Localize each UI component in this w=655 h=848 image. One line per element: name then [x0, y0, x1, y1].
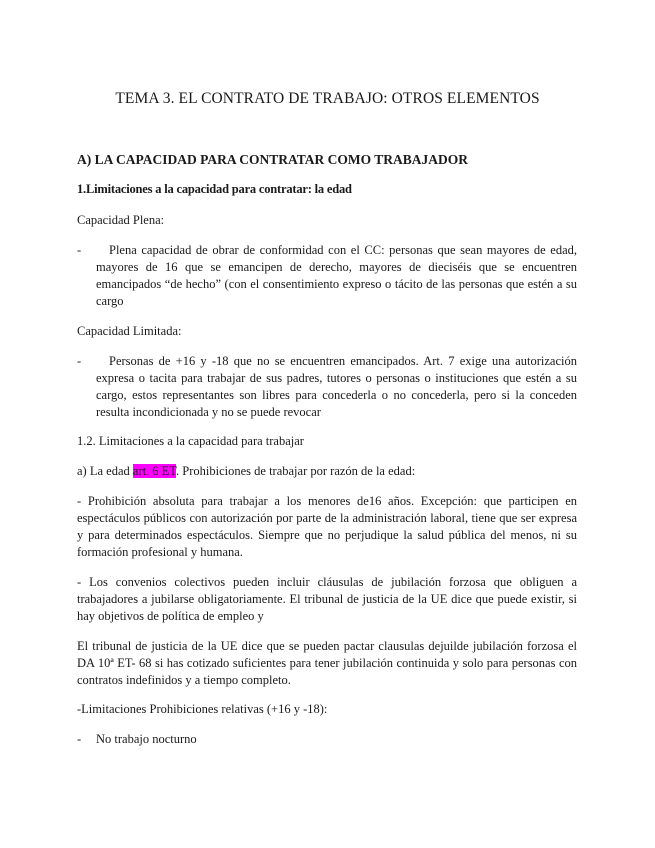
capacidad-limitada-label: Capacidad Limitada: [77, 324, 182, 338]
capacidad-plena-label: Capacidad Plena: [77, 213, 165, 227]
article-highlight: art. 6 ET [132, 464, 177, 478]
bullet-dash: - [77, 243, 82, 257]
no-nocturno-text: No trabajo nocturno [96, 732, 197, 746]
subsection-heading-1: 1.Limitaciones a la capacidad para contratar: la edad [77, 182, 352, 196]
limitaciones-label: -Limitaciones Prohibiciones relativas (+16 y -18): [77, 702, 328, 716]
bullet-dash: - [77, 354, 82, 368]
bullet-dash: - [77, 732, 82, 746]
page-title: TEMA 3. EL CONTRATO DE TRABAJO: OTROS ELEMENTOS [115, 90, 540, 107]
capacidad-plena-text: Plena capacidad de obrar de conformidad con el CC: personas que sean mayores de edad, mayores de 16 que se emancipen de derecho, mayores de dieciséis que se encuentren emancipados “de hecho” (con el consentimiento expreso o tácito de las personas que estén a su cargo [96, 243, 577, 308]
subsection-heading-1-2: 1.2. Limitaciones a la capacidad para trabajar [77, 434, 304, 448]
capacidad-limitada-text: Personas de +16 y -18 que no se encuentren emancipados. Art. 7 exige una autorización expresa o tacita para trabajar de sus padres, tutores o personas o instituciones que estén a su cargo, estos representantes son libres para concederla o no concederla, pero si la conceden resulta incondicionada y no se puede revocar [96, 354, 577, 419]
capacidad-plena-item [77, 242, 577, 310]
section-heading-a: A) LA CAPACIDAD PARA CONTRATAR COMO TRABAJADOR [77, 152, 468, 167]
item-a-prefix: a) La edad [77, 464, 133, 478]
capacidad-limitada-item [77, 353, 577, 421]
no-nocturno-item [77, 731, 577, 748]
prohibicion-paragraph: - Prohibición absoluta para trabajar a los menores de16 años. Excepción: que participen en espectáculos públicos con autorización por parte de la administración laboral, tiene que ser expresa y para determinados espectáculos. Siempre que no perjudique la salud pública del menos, ni su formación profesional y humana. [77, 494, 577, 559]
item-a-suffix: . Prohibiciones de trabajar por razón de la edad: [176, 464, 416, 478]
tribunal-paragraph: El tribunal de justicia de la UE dice que se pueden pactar clausulas dejuilde jubilación forzosa el DA 10ª ET- 68 si has cotizado suficientes para tener jubilación continuida y solo para personas con contratos indefinidos y a tiempo completo. [77, 639, 577, 687]
convenios-paragraph: - Los convenios colectivos pueden incluir cláusulas de jubilación forzosa que obliguen a trabajadores a jubilarse obligatoriamente. El tribunal de justicia de la UE dice que puede existir, si hay objetivos de política de empleo y [77, 575, 577, 623]
item-a-edad [77, 463, 577, 480]
